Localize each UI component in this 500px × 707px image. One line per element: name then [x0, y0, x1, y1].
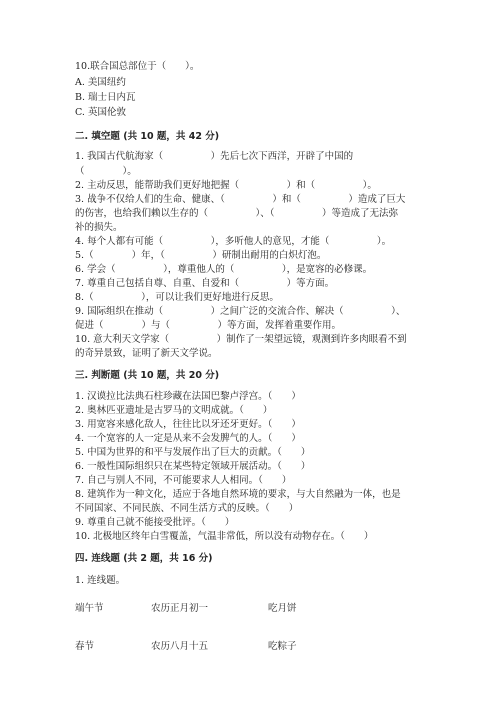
- fill-line: 的伤害，也给我们赖以生存的（ ）、（ ）等造成了无法弥: [75, 208, 399, 219]
- fill-section-heading: 二. 填空题 (共 10 题，共 42 分): [75, 131, 220, 142]
- fill-line: 1. 我国古代航海家（ ）先后七次下西洋，开辟了中国的: [75, 151, 354, 162]
- option-c: C. 英国伦敦: [75, 107, 126, 118]
- judge-line: 2. 奥林匹亚遗址是古罗马的文明成就。（ ）: [75, 405, 273, 416]
- fill-line: （ ）。: [75, 166, 137, 177]
- fill-line: 4. 每个人都有可能（ ），多听他人的意见，才能（ ）。: [75, 236, 392, 247]
- option-a: A. 美国纽约: [75, 77, 126, 88]
- judge-line: 6. 一般性国际组织只在某些特定领域开展活动。（ ）: [75, 461, 311, 472]
- match-middle-item[interactable]: 农历正月初一: [151, 603, 209, 614]
- link-question: 1. 连线题。: [75, 575, 126, 586]
- fill-line: 促进（ ）与（ ）等方面，发挥着重要作用。: [75, 320, 342, 331]
- match-middle-item[interactable]: 农历八月十五: [151, 641, 209, 652]
- fill-line: 3. 战争不仅给人们的生命、健康、（ ）和（ ）造成了巨大: [75, 194, 406, 205]
- fill-line: 5.（ ）年，（ ）研制出耐用的白炽灯泡。: [75, 250, 327, 261]
- match-left-item[interactable]: 端午节: [75, 603, 104, 614]
- judge-line: 1. 汉谟拉比法典石柱珍藏在法国巴黎卢浮宫。（ ）: [75, 391, 301, 402]
- fill-line: 6. 学会（ ），尊重他人的（ ），是宽容的必修课。: [75, 264, 373, 275]
- question-10-stem: 10.联合国总部位于（ ）。: [75, 61, 200, 72]
- match-right-item[interactable]: 吃月饼: [268, 603, 297, 614]
- option-b: B. 瑞士日内瓦: [75, 92, 136, 103]
- judge-line: 3. 用宽容来感化敌人，往往比以牙还牙更好。（ ）: [75, 419, 301, 430]
- fill-line: 的奇异景致，证明了新天文学说。: [75, 348, 218, 359]
- judge-line: 4. 一个宽容的人一定是从来不会发脾气的人。（ ）: [75, 433, 301, 444]
- fill-line: 7. 尊重自己包括自尊、自重、自爱和（ ）等方面。: [75, 278, 335, 289]
- judge-section-heading: 三. 判断题 (共 10 题，共 20 分): [75, 370, 220, 381]
- fill-line: 补的损失。: [75, 222, 123, 233]
- judge-line: 8. 建筑作为一种文化，适应于各地自然环境的要求，与大自然融为一体，也是: [75, 489, 401, 500]
- fill-line: 2. 主动反思，能帮助我们更好地把握（ ）和（ ）。: [75, 180, 377, 191]
- judge-line: 9. 尊重自己就不能接受批评。（ ）: [75, 517, 235, 528]
- fill-line: 8.（ ），可以让我们更好地进行反思。: [75, 292, 279, 303]
- link-section-heading: 四. 连线题 (共 2 题，共 16 分): [75, 553, 213, 564]
- match-right-item[interactable]: 吃粽子: [268, 641, 297, 652]
- fill-line: 10. 意大利天文学家（ ）制作了一架望远镜，观测到许多肉眼看不到: [75, 334, 407, 345]
- judge-line: 不同国家、不同民族、不同生活方式的反映。（ ）: [75, 503, 299, 514]
- match-left-item[interactable]: 春节: [75, 641, 95, 652]
- judge-line: 10. 北极地区终年白雪覆盖，气温非常低，所以没有动物存在。（ ）: [75, 531, 374, 542]
- judge-line: 7. 自己与别人不同，不可能要求人人相同。（ ）: [75, 475, 292, 486]
- judge-line: 5. 中国为世界的和平与发展作出了巨大的贡献。（ ）: [75, 447, 311, 458]
- fill-line: 9. 国际组织在推动（ ）之间广泛的交流合作、解决（ ）、: [75, 306, 406, 317]
